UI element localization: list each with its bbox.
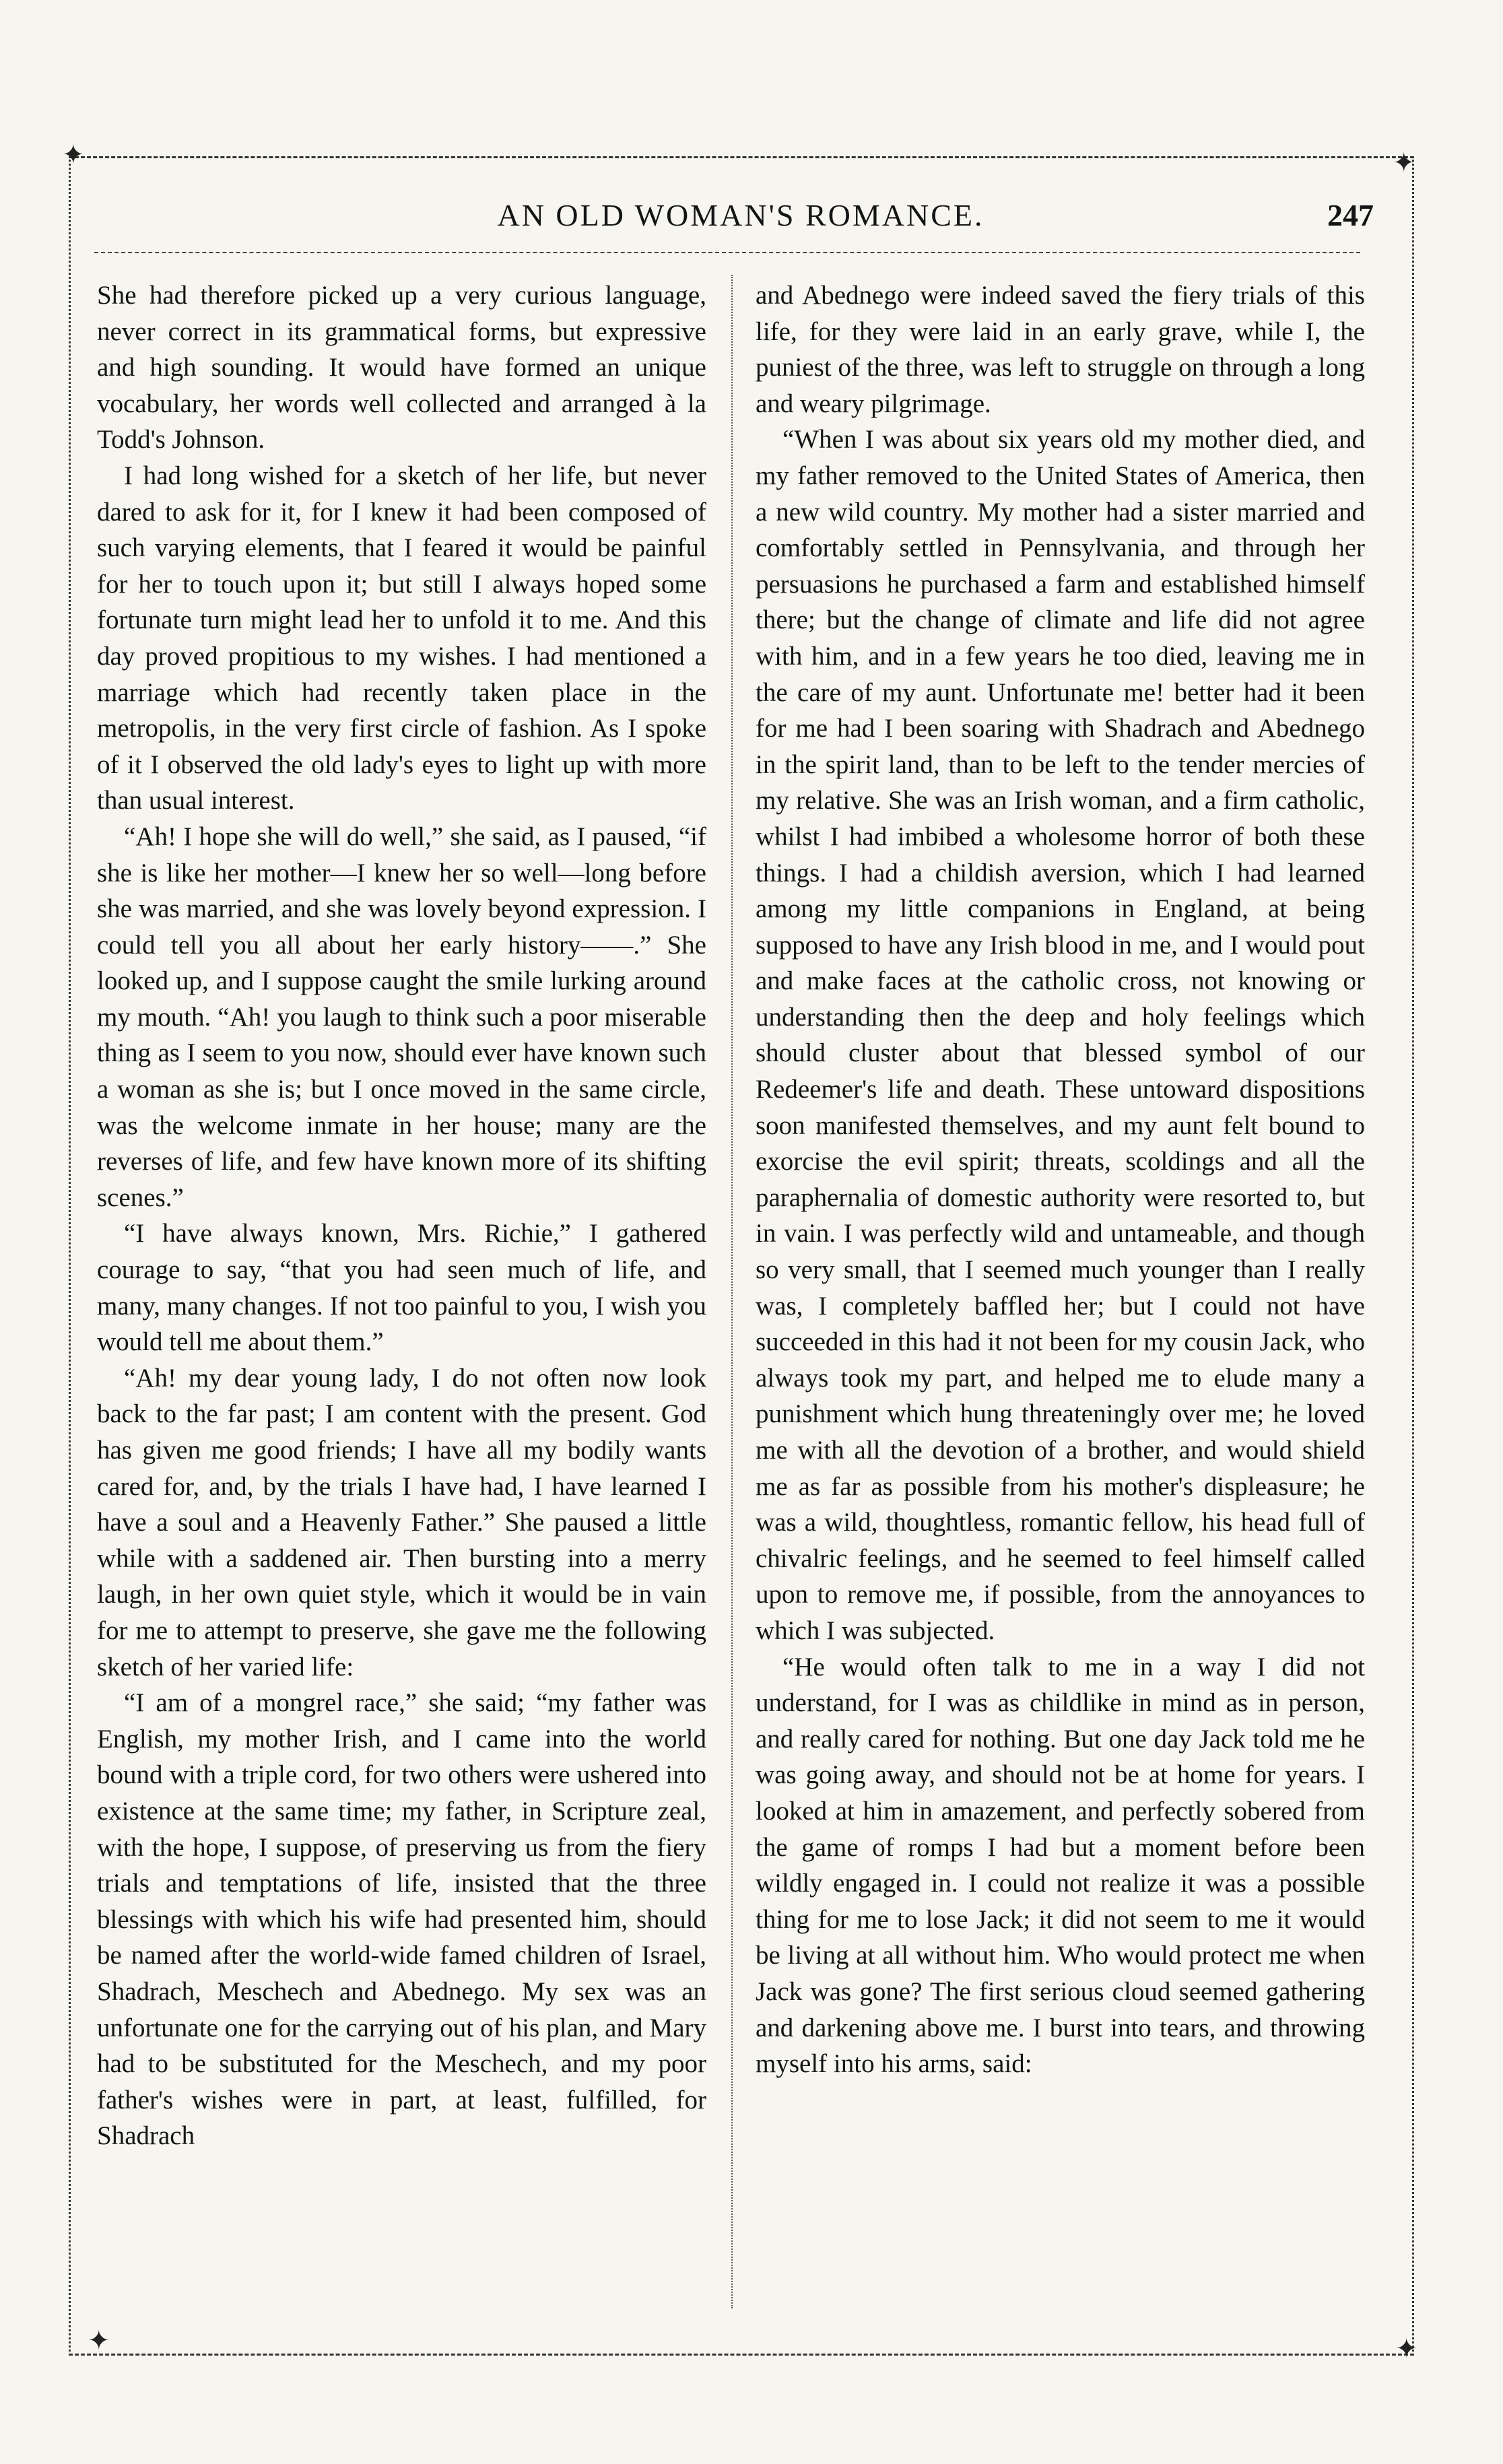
paragraph: “Ah! I hope she will do well,” she said, as I paused, “if she is like her mother—I knew her so well—long before she was married, and she was lovely beyond expression. I could tell you all about her early history——.” She looked up, and I suppose caught the smile lurking around my mouth. “Ah! you laugh to think such a poor miserable thing as I seem to you now, should ever have known such a woman as she is; but I once moved in the same circle, was the welcome inmate in her house; many are the reverses of life, and few have known more of its shifting scenes.”: [97, 822, 706, 1212]
page-header: [94, 195, 1387, 249]
corner-ornament-bottom-left: ✦: [88, 2325, 110, 2356]
right-column: [756, 277, 1365, 2082]
paragraph: “I am of a mongrel race,” she said; “my father was English, my mother Irish, and I came into the world bound with a triple cord, for two others were ushered into existence at the same time; my father, in Scripture zeal, with the hope, I suppose, of preserving us from the fiery trials and temptations of life, insisted that the three blessings with which his wife had presented him, should be named after the world-wide famed children of Israel, Shadrach, Meschech and Abednego. My sex was an unfortunate one for the carrying out of his plan, and Mary had to be substituted for the Meschech, and my poor father's wishes were in part, at least, fulfilled, for Shadrach: [97, 1688, 706, 2151]
paragraph: and Abednego were indeed saved the fiery trials of this life, for they were laid in an early grave, while I, the puniest of the three, was left to struggle on through a long and weary pilgrimage.: [756, 281, 1365, 418]
corner-ornament-bottom-right: ✦: [1395, 2333, 1418, 2364]
corner-ornament-top-right: ✦: [1393, 147, 1415, 178]
paragraph: She had therefore picked up a very curious language, never correct in its grammatical forms, but expressive and high sounding. It would have formed an unique vocabulary, her words well collected and arranged à la Todd's Johnson.: [97, 281, 706, 455]
paragraph: “When I was about six years old my mother died, and my father removed to the United States of America, then a new wild country. My mother had a sister married and comfortably settled in Pennsylvania, and through her persuasions he purchased a farm and established himself there; but the change of climate and life did not agree with him, and in a few years he too died, leaving me in the care of my aunt. Unfortunate me! better had it been for me had I been soaring with Shadrach and Abednego in the spirit land, than to be left to the tender mercies of my relative. She was an Irish woman, and a firm catholic, whilst I had imbibed a wholesome horror of both these things. I had a childish aversion, which I had learned among my little companions in England, at being supposed to have any Irish blood in me, and I would pout and make faces at the catholic cross, not knowing or understanding then the deep and holy feelings which should cluster about that blessed symbol of our Redeemer's life and death. These untoward dispositions soon manifested themselves, and my aunt felt bound to exorcise the evil spirit; threats, scoldings and all the paraphernalia of domestic authority were resorted to, but in vain. I was perfectly wild and untameable, and though so very small, that I seemed much younger than I really was, I completely baffled her; but I could not have succeeded in this had it not been for my cousin Jack, who always took my part, and helped me to elude many a punishment which hung threateningly over me; he loved me with all the devotion of a brother, and would shield me as far as possible from his mother's displeasure; he was a wild, thoughtless, romantic fellow, his head full of chivalric feelings, and he seemed to feel himself called upon to remove me, if possible, from the annoyances to which I was subjected.: [756, 425, 1365, 1645]
paragraph: “I have always known, Mrs. Richie,” I gathered courage to say, “that you had seen much of life, and many, many changes. If not too painful to you, I wish you would tell me about them.”: [97, 1219, 706, 1357]
paragraph: “Ah! my dear young lady, I do not often now look back to the far past; I am content with the present. God has given me good friends; I have all my bodily wants cared for, and, by the trials I have had, I have learned I have a soul and a Heavenly Father.” She paused a little while with a saddened air. Then bursting into a merry laugh, in her own quiet style, which it would be in vain for me to attempt to preserve, she gave me the following sketch of her varied life:: [97, 1363, 706, 1681]
paragraph: “He would often talk to me in a way I did not understand, for I was as childlike in mind as in person, and really cared for nothing. But one day Jack told me he was going away, and should not be at home for years. I looked at him in amazement, and perfectly sobered from the game of romps I had but a moment before been wildly engaged in. I could not realize it was a possible thing for me to lose Jack; it did not seem to me it would be living at all without him. Who would protect me when Jack was gone? The first serious cloud seemed gathering and darkening above me. I burst into tears, and throwing myself into his arms, said:: [756, 1652, 1365, 2079]
header-rule: [94, 252, 1360, 253]
paragraph: I had long wished for a sketch of her life, but never dared to ask for it, for I knew it had been composed of such varying elements, that I feared it would be painful for her to touch upon it; but still I always hoped some fortunate turn might lead her to unfold it to me. And this day proved propitious to my wishes. I had mentioned a marriage which had recently taken place in the metropolis, in the very first circle of fashion. As I spoke of it I observed the old lady's eyes to light up with more than usual interest.: [97, 461, 706, 815]
page-number: 247: [1327, 198, 1374, 232]
corner-ornament-top-left: ✦: [62, 139, 85, 170]
left-column: [97, 277, 706, 2154]
column-divider: [731, 275, 733, 2308]
running-title: AN OLD WOMAN'S ROMANCE.: [497, 198, 984, 232]
